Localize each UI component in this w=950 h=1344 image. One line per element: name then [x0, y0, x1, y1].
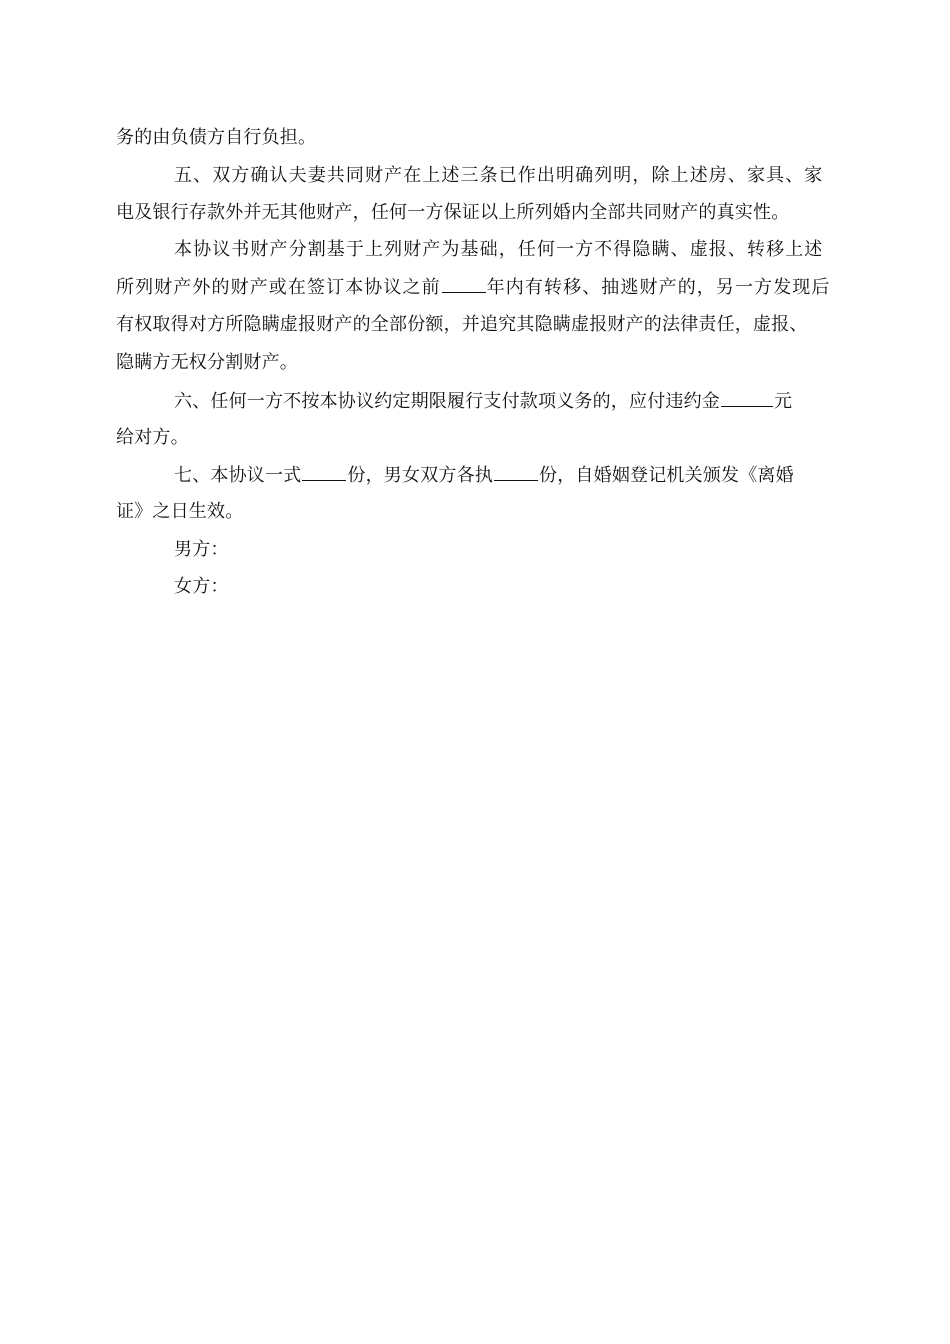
paragraph-line — [116, 202, 789, 224]
line-text: 元 — [774, 391, 793, 412]
line-text: 务的由负债方自行负担。 — [116, 127, 317, 148]
signature-label: 男方： — [174, 539, 229, 560]
line-text: 给对方。 — [116, 427, 189, 448]
line-text: 年内有转移、抽逃财产的，另一方发现后 — [486, 277, 831, 298]
line-text: 六、任何一方不按本协议约定期限履行支付款项义务的，应付违约金 — [174, 391, 720, 412]
paragraph-line — [116, 352, 298, 374]
line-text: 有权取得对方所隐瞒虚报财产的全部份额，并追究其隐瞒虚报财产的法律责任，虚报、 — [116, 314, 808, 335]
paragraph-line — [116, 427, 189, 449]
fill-blank-each-copies[interactable] — [494, 464, 538, 481]
line-text: 隐瞒方无权分割财产。 — [116, 352, 298, 373]
line-text: 份，男女双方各执 — [347, 465, 494, 486]
signature-male — [174, 539, 229, 561]
clause-six-line — [174, 390, 792, 413]
line-text: 份，自婚姻登记机关颁发《离婚 — [539, 465, 794, 486]
line-text: 本协议书财产分割基于上列财产为基础，任何一方不得隐瞒、虚报、转移上述 — [174, 239, 824, 260]
line-text: 证》之日生效。 — [116, 501, 244, 522]
paragraph-line — [116, 314, 808, 336]
paragraph-line — [116, 276, 831, 299]
fill-blank-copies[interactable] — [302, 464, 346, 481]
clause-five-line — [174, 165, 823, 187]
clause-seven-line — [174, 464, 794, 487]
line-text: 七、本协议一式 — [174, 465, 302, 486]
paragraph-line — [116, 127, 316, 149]
signature-female — [174, 576, 229, 598]
signature-label: 女方： — [174, 576, 229, 597]
fill-blank-years[interactable] — [442, 276, 486, 293]
paragraph-line — [116, 501, 243, 523]
line-text: 五、双方确认夫妻共同财产在上述三条已作出明确列明，除上述房、家具、家 — [174, 165, 824, 186]
line-text: 所列财产外的财产或在签订本协议之前 — [116, 277, 441, 298]
line-text: 电及银行存款外并无其他财产，任何一方保证以上所列婚内全部共同财产的真实性。 — [116, 202, 790, 223]
paragraph-line — [174, 239, 823, 261]
fill-blank-penalty[interactable] — [721, 390, 773, 407]
